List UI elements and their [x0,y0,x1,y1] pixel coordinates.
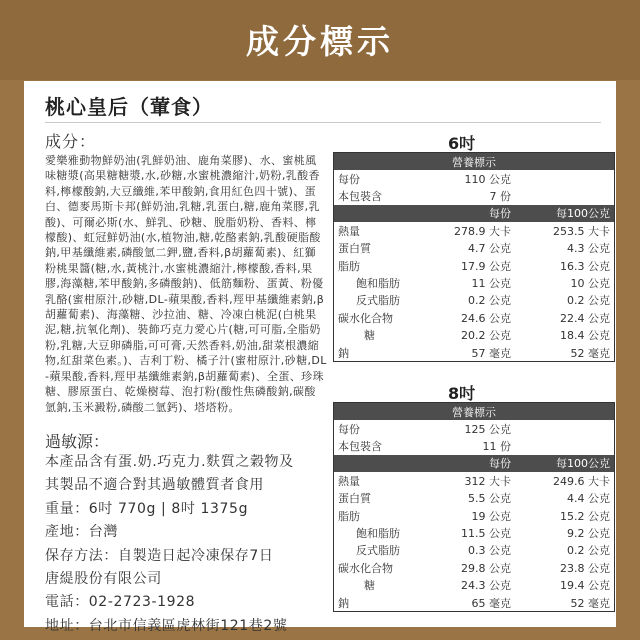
row-value: 11 公克 [471,277,511,291]
allergen-heading: 過敏源： [45,432,110,451]
row-label: 每份 [338,422,360,436]
row-value: 17.9 公克 [461,259,511,273]
row-value: 110 公克 [464,172,511,186]
address-text: 地址：台北市信義區虎林街121巷2號 [45,617,288,634]
row-label: 本包裝含 [338,440,382,454]
row-value: 18.4 公克 [560,329,610,343]
divider [45,122,601,123]
row-label: 脂肪 [338,509,360,523]
row-label: 鈉 [338,596,349,610]
row-value: 0.2 公克 [468,294,511,308]
nutrition-table-6 [333,152,615,362]
row-value: 4.7 公克 [468,242,511,256]
phone-text: 電話：02-2723-1928 [45,594,196,611]
row-value: 24.6 公克 [461,311,511,325]
row-value: 52 毫克 [570,346,610,360]
row-value: 4.3 公克 [567,242,610,256]
company-text: 唐緹股份有限公司 [45,571,162,588]
product-info [45,451,335,638]
row-value: 4.4 公克 [567,492,610,506]
row-label: 本包裝含 [338,190,382,204]
row-label: 反式脂肪 [356,294,400,308]
table-header: 營養標示 [334,403,615,421]
col-header: 每份 [412,205,515,222]
row-value: 0.3 公克 [468,544,511,558]
row-value: 29.8 公克 [461,561,511,575]
row-value: 19 公克 [471,509,511,523]
row-label: 飽和脂肪 [356,527,400,541]
ingredients-heading: 成分： [45,132,97,151]
allergen-line-1: 本產品含有蛋.奶.巧克力.麩質之穀物及 [45,454,294,470]
row-label: 糖 [364,329,375,343]
storage-text: 保存方法：自製造日起冷凍保存7日 [45,547,274,564]
row-label: 每份 [338,172,360,186]
row-label: 碳水化合物 [338,311,393,325]
col-header: 每100公克 [515,455,615,472]
row-value: 7 份 [489,190,511,204]
row-value: 11.5 公克 [461,527,511,541]
row-value: 249.6 大卡 [553,474,610,488]
col-header: 每100公克 [515,205,615,222]
row-label: 碳水化合物 [338,561,393,575]
row-label: 糖 [364,579,375,593]
row-value: 11 份 [482,440,511,454]
row-label: 飽和脂肪 [356,277,400,291]
row-value: 24.3 公克 [461,579,511,593]
row-label: 反式脂肪 [356,544,400,558]
ingredients-text: 愛樂雅動物鮮奶油(乳鮮奶油、鹿角菜膠)、水、蜜桃風味糖漿(高果糖糖漿,水,砂糖,水蜜桃濃縮汁,奶粉,乳酸香料,檸檬酸鈉,大豆纖維,苯甲酸鈉,食用紅色四十號)、蛋白、德麥馬斯卡邦(鮮奶油,乳糖,乳蛋白,糖,鹿角菜膠,乳酸)、可爾必斯(水、鮮乳、砂糖、脫脂奶粉、香料、檸檬酸)、虹冠鮮奶油(水,植物油,糖,乾酪素鈉,乳酸硬脂酸鈉,甲基纖維素,磷酸氫二鉀,鹽,香料,β胡蘿蔔素)、紅獅粉桃果醬(糖,水,黃桃汁,水蜜桃濃縮汁,檸檬酸,香料,果膠,海藻糖,苯甲酸鈉,多磷酸鈉)、低筋麵粉、蛋黃、粉優乳酪(蜜柑原汁,砂糖,DL-蘋果酸,香料,羥甲基纖維素鈉,β胡蘿蔔素)、海藻糖、沙拉油、糖、冷凍白桃泥(白桃果泥,糖,抗氧化劑)、裝飾巧克力愛心片(糖,可可脂,全脂奶粉,乳糖,大豆卵磷脂,可可膏,天然香料,奶油,甜菜根濃縮物,紅甜菜色素。)、吉利丁粉、橘子汁(蜜柑原汁,砂糖,DL-蘋果酸,香料,羥甲基纖維素鈉,β胡蘿蔔素)、全蛋、珍珠糖、膠原蛋白、乾燥樹莓、泡打粉(酸性焦磷酸鈉,碳酸氫鈉,玉米澱粉,磷酸二氫鈣)、塔塔粉。 [45,154,327,414]
row-value: 0.2 公克 [567,544,610,558]
row-label: 鈉 [338,346,349,360]
row-label: 脂肪 [338,259,360,273]
row-value: 23.8 公克 [560,561,610,575]
row-value: 253.5 大卡 [553,224,610,238]
row-value: 10 公克 [570,277,610,291]
row-value: 52 毫克 [570,596,610,610]
page-title: 成分標示 [246,22,394,61]
size-title-6: 6吋 [448,134,476,153]
origin-text: 產地：台灣 [45,524,118,541]
weight-text: 重量：6吋 770g | 8吋 1375g [45,500,249,517]
size-title-8: 8吋 [448,384,476,403]
table-header: 營養標示 [334,153,615,171]
row-value: 15.2 公克 [560,509,610,523]
row-value: 125 公克 [464,422,511,436]
row-value: 65 毫克 [471,596,511,610]
nutrition-table-8 [333,402,615,612]
col-header: 每份 [412,455,515,472]
product-name: 桃心皇后（葷食） [45,95,213,119]
allergen-line-2: 其製品不適合對其過敏體質者食用 [45,477,264,494]
label-card [24,81,616,634]
row-value: 16.3 公克 [560,259,610,273]
row-value: 20.2 公克 [461,329,511,343]
row-label: 熱量 [338,474,360,488]
row-label: 熱量 [338,224,360,238]
row-value: 22.4 公克 [560,311,610,325]
row-value: 278.9 大卡 [454,224,511,238]
row-value: 9.2 公克 [567,527,610,541]
row-value: 57 毫克 [471,346,511,360]
row-label: 蛋白質 [338,242,371,256]
row-value: 0.2 公克 [567,294,610,308]
row-value: 19.4 公克 [560,579,610,593]
row-value: 5.5 公克 [468,492,511,506]
row-label: 蛋白質 [338,492,371,506]
row-value: 312 大卡 [464,474,511,488]
